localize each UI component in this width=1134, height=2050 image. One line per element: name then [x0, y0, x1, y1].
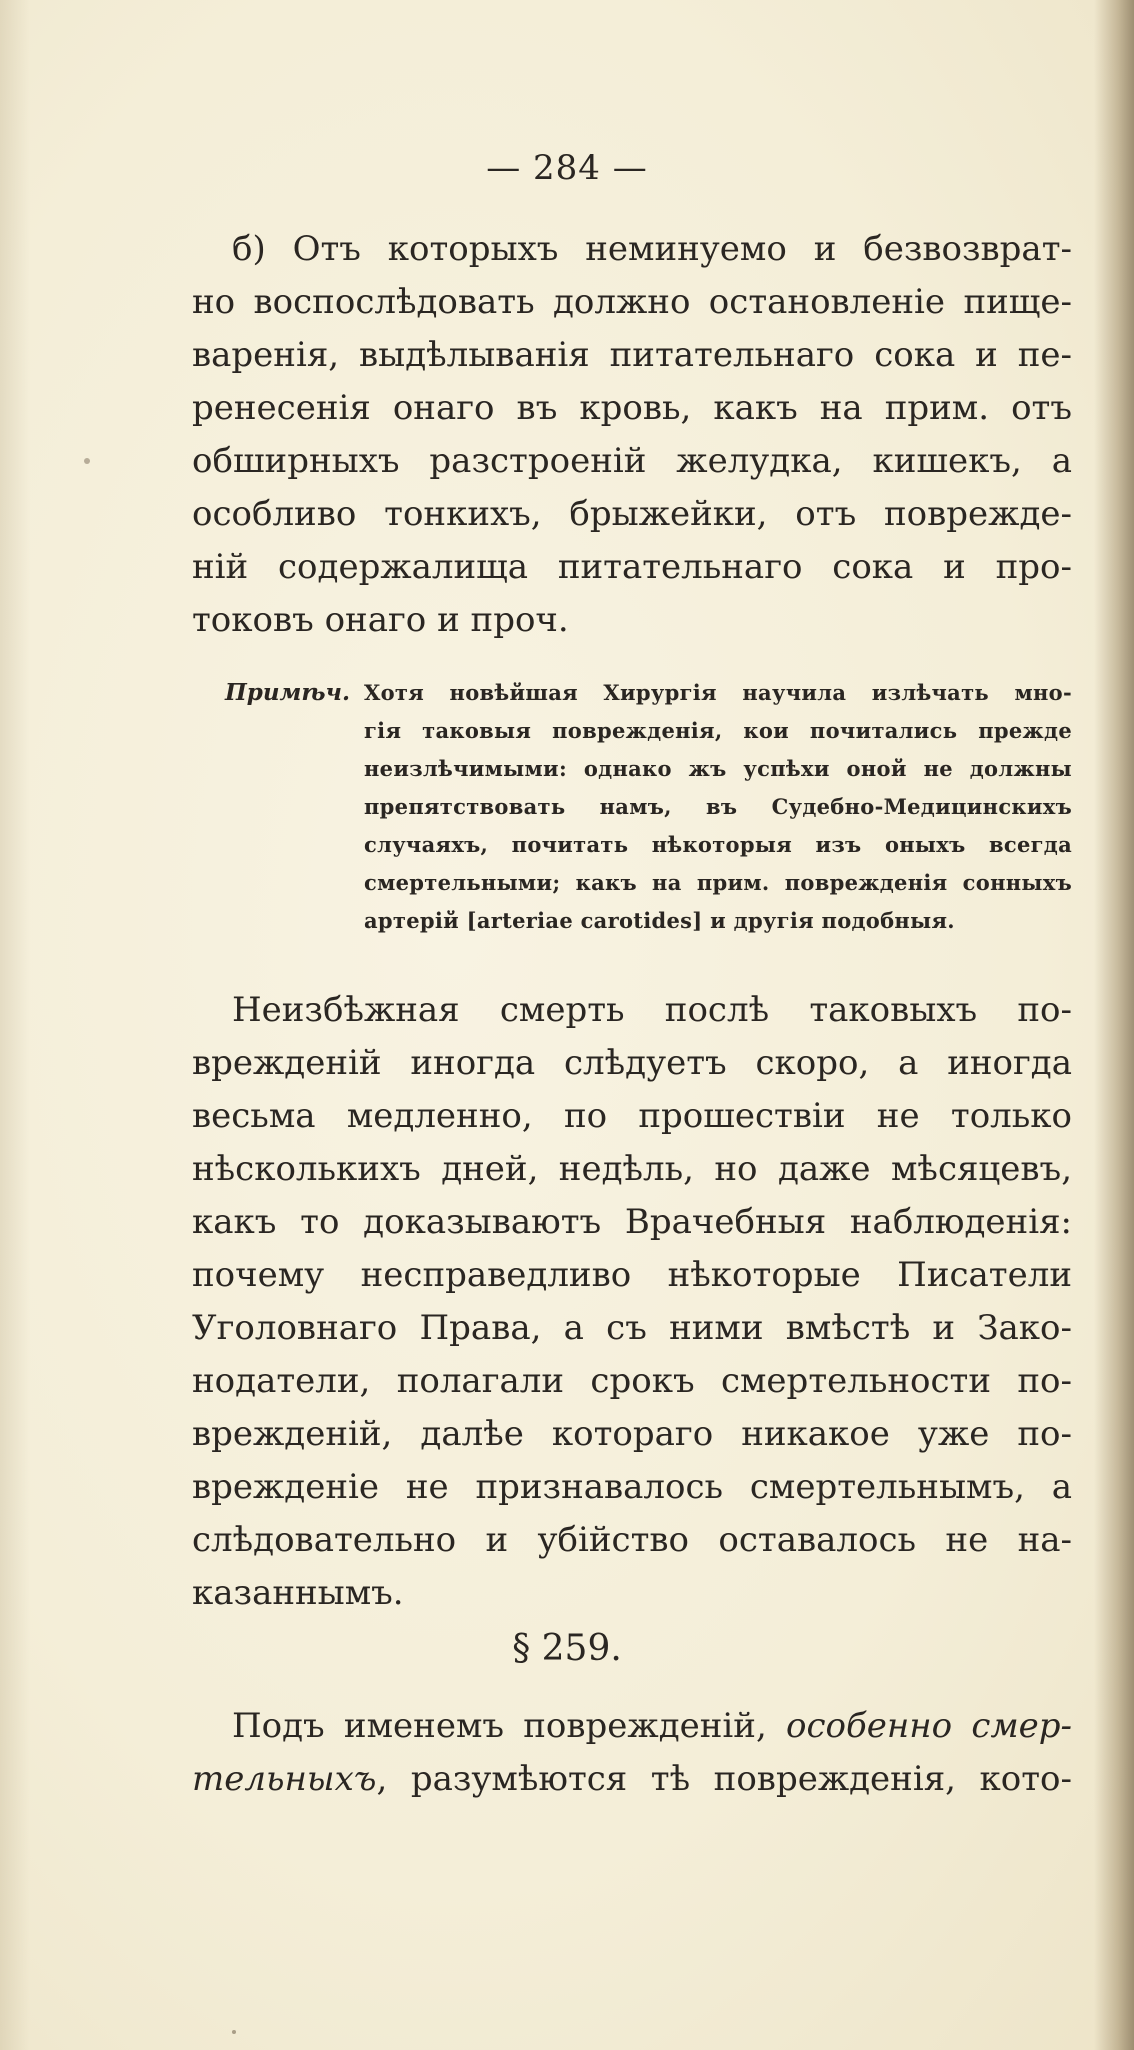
paragraph-line: варенія, выдѣлыванія питательнаго сока и пе- — [192, 335, 1072, 375]
paragraph-line: токовъ онаго и проч. — [192, 600, 569, 640]
paragraph-line: особливо тонкихъ, брыжейки, отъ поврежде- — [192, 494, 1072, 534]
page-left-shading — [0, 0, 30, 2050]
paragraph-line: врежденіе не признавалось смертельнымъ, а — [192, 1467, 1072, 1507]
note-line: неизлѣчимыми: однако жъ успѣхи оной не должны — [364, 756, 1072, 781]
italic-text: тельныхъ — [192, 1759, 377, 1799]
note-line: случаяхъ, почитать нѣкоторыя изъ оныхъ всегда — [364, 832, 1072, 857]
note-line: Хотя новѣйшая Хирургія научила излѣчать мно- — [364, 680, 1072, 705]
paragraph-line: Уголовнаго Права, а съ ними вмѣстѣ и Зако- — [192, 1308, 1072, 1348]
paragraph-line: ренесенія онаго въ кровь, какъ на прим. отъ — [192, 388, 1072, 428]
paragraph-line: какъ то доказываютъ Врачебныя наблюденія: — [192, 1202, 1072, 1242]
line-text: Подъ именемъ поврежденій, — [232, 1706, 767, 1746]
paragraph-line: весьма медленно, по прошествіи не только — [192, 1096, 1072, 1136]
paragraph-line: почему несправедливо нѣкоторые Писатели — [192, 1255, 1072, 1295]
paragraph-line: нодатели, полагали срокъ смертельности по- — [192, 1361, 1072, 1401]
note-line: артерій [arteriae carotides] и другія подобныя. — [364, 908, 955, 933]
paragraph-line — [232, 1702, 1072, 1750]
note-line: препятствовать намъ, въ Судебно-Медицинскихъ — [364, 794, 1072, 819]
page-number: — 284 — — [486, 148, 648, 188]
paper-speck — [232, 2030, 236, 2034]
note-line: смертельными; какъ на прим. поврежденія сонныхъ — [364, 870, 1072, 895]
paragraph-line: врежденій иногда слѣдуетъ скоро, а иногда — [192, 1043, 1072, 1083]
note-label: Примѣч. — [225, 679, 350, 706]
paragraph-line: обширныхъ разстроеній желудка, кишекъ, а — [192, 441, 1072, 481]
note-line: гія таковыя поврежденія, кои почитались прежде — [364, 718, 1072, 743]
paper-speck — [84, 458, 90, 464]
line-text: , разумѣются тѣ поврежденія, кото- — [376, 1759, 1072, 1799]
paragraph-line: но воспослѣдовать должно остановленіе пище- — [192, 282, 1072, 322]
section-heading: § 259. — [512, 1628, 622, 1669]
paragraph-line: казаннымъ. — [192, 1573, 404, 1613]
paragraph-line: б) Отъ которыхъ неминуемо и безвозврат- — [232, 229, 1072, 269]
paragraph-line — [192, 1755, 1072, 1803]
paragraph-line: врежденій, далѣе котораго никакое уже по- — [192, 1414, 1072, 1454]
paragraph-line: нѣсколькихъ дней, недѣль, но даже мѣсяцевъ, — [192, 1149, 1072, 1189]
italic-text: особенно смер- — [786, 1706, 1073, 1746]
page-spine-shadow — [1094, 0, 1134, 2050]
paragraph-line: ній содержалища питательнаго сока и про- — [192, 547, 1072, 587]
paragraph-line: слѣдовательно и убійство оставалось не на- — [192, 1520, 1072, 1560]
paragraph-line: Неизбѣжная смерть послѣ таковыхъ по- — [232, 990, 1072, 1030]
